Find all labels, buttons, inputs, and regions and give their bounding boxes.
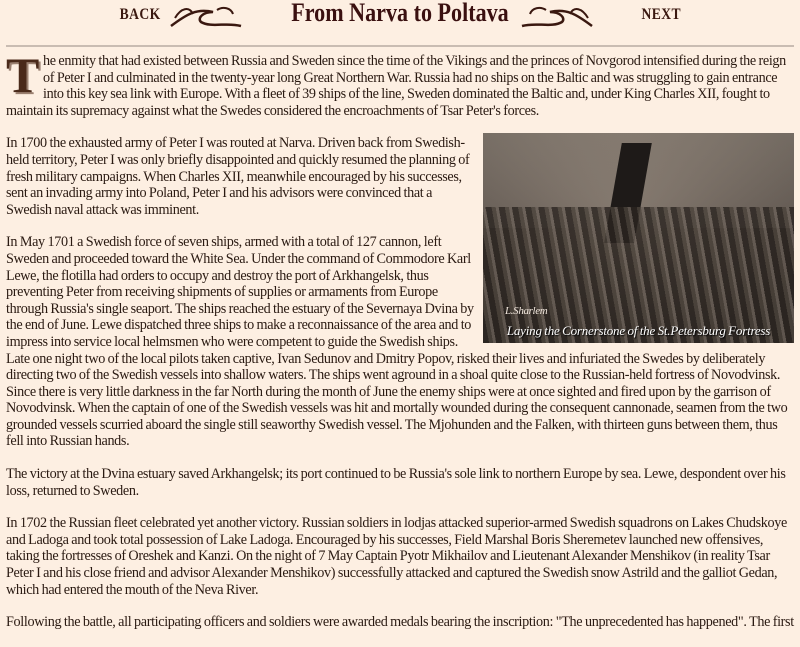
page-title: From Narva to Poltava [291, 0, 509, 27]
paragraph-intro-text: he enmity that had existed between Russia and Sweden since the time of the Vikings and the princes of Novgorod intensified during the reign of Peter I and culminated in the twenty-year long Great Northern War. Russia had no ships on the Baltic and was struggling to gain entrance into this key sea link with Europe. With a fleet of 39 ships of the line, Sweden dominated the Baltic and, under King Charles XII, fought to maintain its supremacy against what the Swedes considered the encroachments of Tsar Peter's forces. [6, 53, 786, 119]
next-link[interactable]: NEXT [641, 6, 681, 23]
flourish-right-icon [520, 4, 596, 30]
article-body [6, 47, 794, 647]
illustration-artist: L.Sharlem [505, 304, 548, 317]
paragraph: In 1700 the exhausted army of Peter I was routed at Narva. Driven back from Swedish-held territory, Peter I was only briefly disappointed and quickly resumed the planning of fresh military campaigns. When Charles XII, meanwhile encouraged by his successes, sent an invading army into Poland, Peter I and his advisors were convinced that a Swedish naval attack was imminent. [6, 135, 470, 218]
drop-cap: T [6, 47, 39, 103]
paragraph: In May 1701 a Swedish force of seven ships, armed with a total of 127 cannon, left Sweden and proceeded toward the White Sea. Under the command of Commodore Karl Lewe, the flotilla had orders to occupy and destroy the port of Arkhangelsk, thus preventing Peter from receiving shipments of supplies or armaments from Europe through Russia's single seaport. The ships reached the estuary of the Severnaya Dvina by the end of June. Lewe dispatched three ships to make a reconnaissance of the area and to impress into service local helmsmen who were competent to guide the Swedish ships. Late one night two of the local pilots taken captive, Ivan Sedunov and Dmitry Popov, risked their lives and infuriated the Swedes by deliberately directing two of the Swedish vessels into shallow waters. The ships went aground in a shoal quite close to the Russian-held fortress of Novodvinsk. Since there is very little darkness in the far North during the month of June the enemy ships were at once sighted and fired upon by the garrison of Novodvinsk. When the captain of one of the Swedish vessels was hit and mortally wounded during the consequent cannonade, seamen from the two grounded vessels scurried aboard the single still seaworthy Swedish vessel. The Mjohunden and the Falken, with thirteen guns between them, thus fell into Russian hands. [6, 234, 788, 450]
paragraph: The victory at the Dvina estuary saved Arkhangelsk; its port continued to be Russia's sole link to northern Europe by sea. Lewe, despondent over his loss, returned to Sweden. [6, 466, 786, 499]
paragraph: In 1702 the Russian fleet celebrated yet another victory. Russian soldiers in lodjas attacked superior-armed Swedish squadrons on Lakes Chudskoye and Ladoga and took total possession of Lake Ladoga. Encouraged by his successes, Field Marshal Boris Sheremetev launched new offensives, taking the fortresses of Oreshek and Kanzi. On the night of 7 May Captain Pyotr Mikhailov and Lieutenant Alexander Menshikov (in reality Tsar Peter I and his close friend and advisor Alexander Menshikov) successfully attacked and captured the Swedish snow Astrild and the galliot Gedan, which had entered the mouth of the Neva River. [6, 515, 787, 598]
paragraph: Following the battle, all participating officers and soldiers were awarded medals bearing the inscription: "The unprecedented has happened". The first [6, 614, 794, 631]
illustration-cornerstone [483, 133, 794, 343]
back-link[interactable]: BACK [119, 6, 161, 23]
page-header [0, 0, 800, 44]
header-divider [6, 45, 794, 47]
illustration-caption: Laying the Cornerstone of the St.Petersburg Fortress [506, 322, 771, 338]
paragraph-intro [6, 47, 794, 119]
